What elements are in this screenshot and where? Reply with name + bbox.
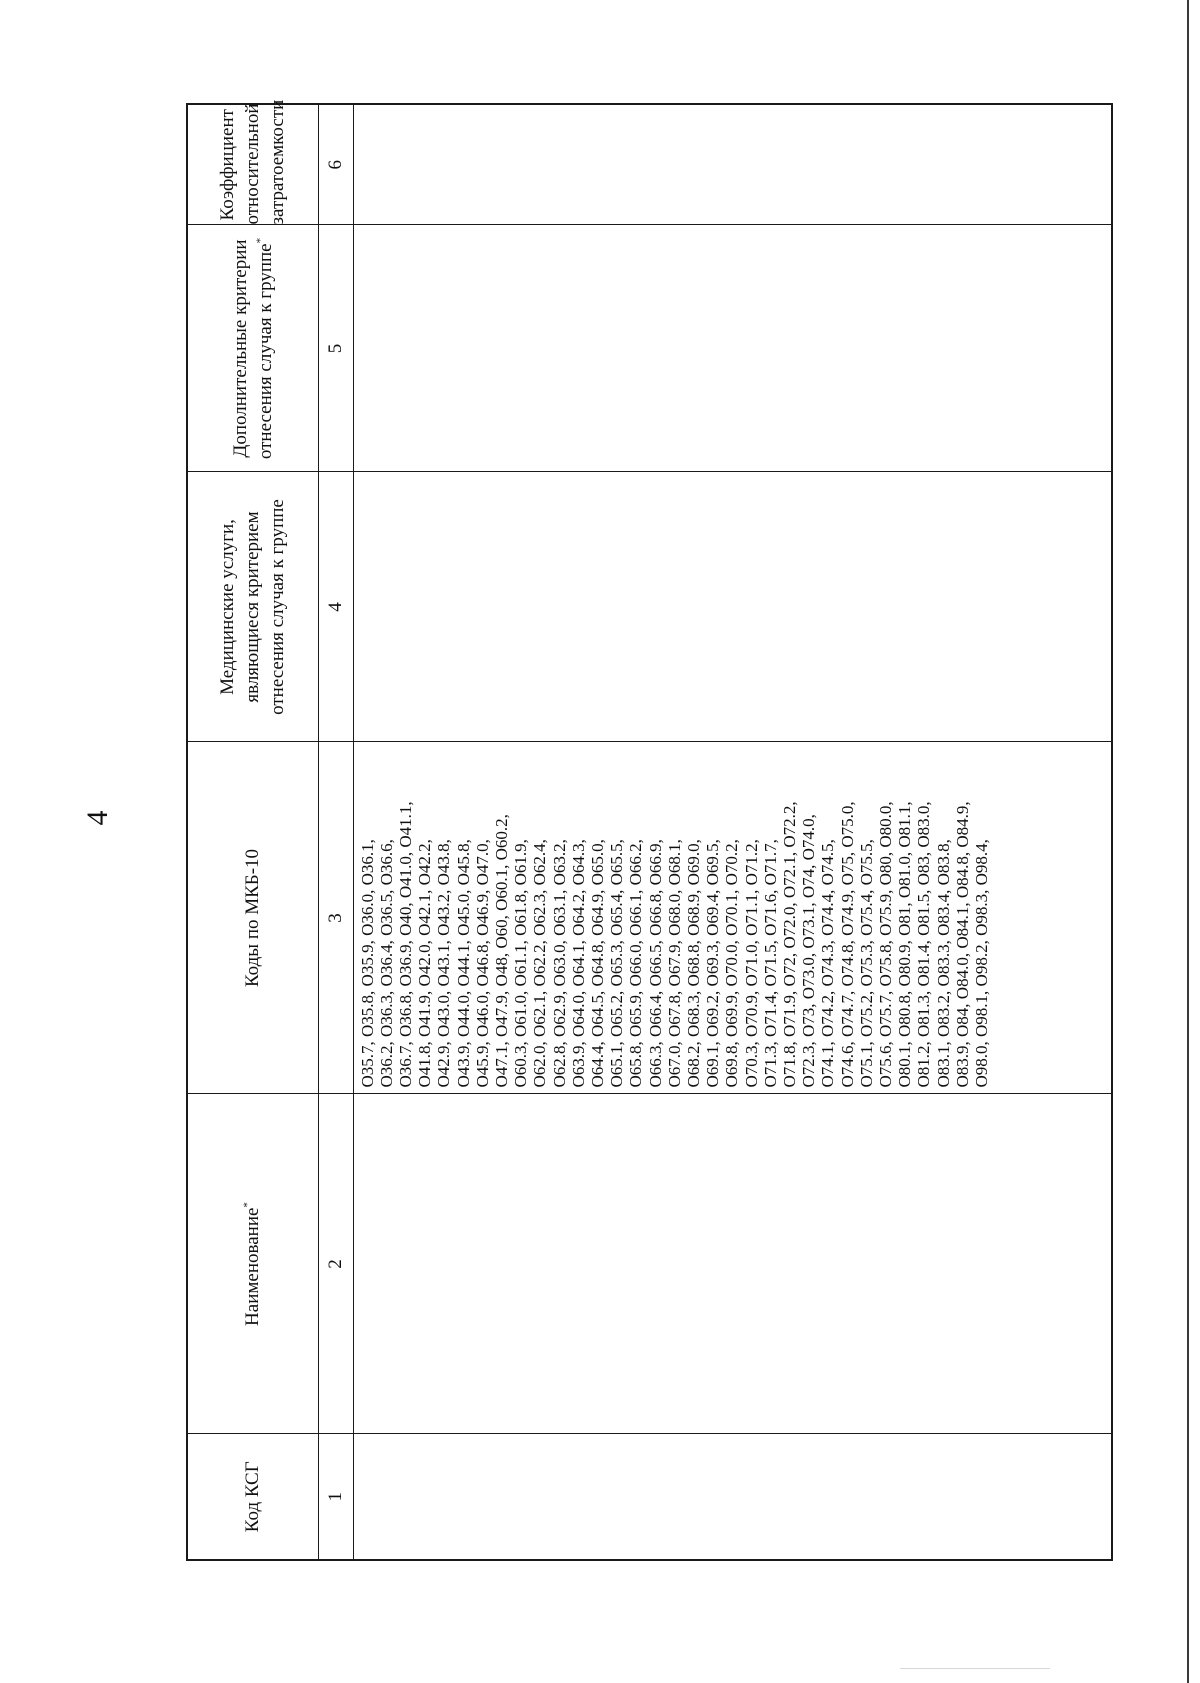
column-number-row [318,105,353,1559]
cell-additional-criteria [353,225,1111,472]
ksg-table-frame [186,99,1113,1561]
icd-codes-line: O81.2, O81.3, O81.4, O81.5, O83, O83.0, [914,801,934,1088]
column-number-3: 3 [318,742,353,1094]
icd-codes-line: O64.4, O64.5, O64.8, O64.9, O65.0, [587,839,607,1088]
cell-medical-services [353,472,1111,742]
icd-codes-line: O36.2, O36.3, O36.4, O36.5, O36.6, [376,839,396,1088]
header-coefficient: Коэффициент относительной затратоемкости [188,105,318,225]
cell-coefficient [353,105,1111,225]
icd-codes-line: O42.9, O43.0, O43.1, O43.2, O43.8, [434,839,454,1088]
column-number-4: 4 [318,472,353,742]
icd-codes-line: O74.6, O74.7, O74.8, O74.9, O75, O75.0, [837,801,857,1088]
icd-codes-line: O71.3, O71.4, O71.5, O71.6, O71.7, [760,839,780,1088]
icd-codes-line: O65.8, O65.9, O66.0, O66.1, O66.2, [626,839,646,1088]
header-name: Наименование* [188,1094,318,1434]
scan-artifact [900,1668,1050,1669]
ksg-table [188,99,1111,1559]
icd-codes-line: O83.9, O84, O84.0, O84.1, O84.8, O84.9, [952,801,972,1088]
footnote-marker: * [254,237,267,244]
column-number-5: 5 [318,225,353,472]
rotated-table-container [188,99,1111,1559]
column-number-6: 6 [318,105,353,225]
icd-codes-line: O70.3, O70.9, O71.0, O71.1, O71.2, [741,839,761,1088]
icd-codes-line: O98.0, O98.1, O98.2, O98.3, O98.4, [972,839,991,1088]
page-number: 4 [81,810,114,826]
icd-codes-line: O67.0, O67.8, O67.9, O68.0, O68.1, [664,839,684,1088]
icd-codes-line: O66.3, O66.4, O66.5, O66.8, O66.9, [645,839,665,1088]
header-icd-codes: Коды по МКБ-10 [188,742,318,1094]
icd-codes-line: O62.0, O62.1, O62.2, O62.3, O62.4, [530,839,550,1088]
icd-codes-line: O65.1, O65.2, O65.3, O65.4, O65.5, [607,839,627,1088]
icd-codes-line: O72.3, O73, O73.0, O73.1, O74, O74.0, [799,814,819,1088]
icd-codes-line: O47.1, O47.9, O48, O60, O60.1, O60.2, [491,814,511,1088]
icd-codes-line: O62.8, O62.9, O63.0, O63.1, O63.2, [549,839,569,1088]
header-medical-services: Медицинские услуги, являющиеся критерием отнесения случая к группе [188,472,318,742]
header-additional-criteria: Дополнительные критерии отнесения случая к группе* [188,225,318,472]
icd-codes-list [358,745,992,1088]
icd-codes-line: O69.8, O69.9, O70.0, O70.1, O70.2, [722,839,742,1088]
icd-codes-line: O69.1, O69.2, O69.3, O69.4, O69.5, [703,839,723,1088]
column-number-2: 2 [318,1094,353,1434]
icd-codes-line: O75.6, O75.7, O75.8, O75.9, O80, O80.0, [875,801,895,1088]
cell-icd-codes [353,742,1111,1094]
icd-codes-line: O63.9, O64.0, O64.1, O64.2, O64.3, [568,839,588,1088]
cell-ksg-code [353,1434,1111,1559]
table-row [353,105,1111,1559]
icd-codes-line: O80.1, O80.8, O80.9, O81, O81.0, O81.1, [895,801,915,1088]
icd-codes-line: O68.2, O68.3, O68.8, O68.9, O69.0, [683,839,703,1088]
icd-codes-line: O71.8, O71.9, O72, O72.0, O72.1, O72.2, [779,801,799,1088]
page-right-edge-line [1187,0,1189,1683]
icd-codes-line: O60.3, O61.0, O61.1, O61.8, O61.9, [511,839,531,1088]
icd-codes-line: O45.9, O46.0, O46.8, O46.9, O47.0, [472,839,492,1088]
icd-codes-line: O43.9, O44.0, O44.1, O45.0, O45.8, [453,839,473,1088]
icd-codes-line: O36.7, O36.8, O36.9, O40, O41.0, O41.1, [395,801,415,1088]
icd-codes-line: O35.7, O35.8, O35.9, O36.0, O36.1, [357,839,377,1088]
icd-codes-line: O75.1, O75.2, O75.3, O75.4, O75.5, [856,839,876,1088]
icd-codes-line: O41.8, O41.9, O42.0, O42.1, O42.2, [415,839,435,1088]
footnote-marker: * [241,1202,254,1208]
column-number-1: 1 [318,1434,353,1559]
icd-codes-line: O74.1, O74.2, O74.3, O74.4, O74.5, [818,839,838,1088]
header-ksg-code: Код КСГ [188,1434,318,1559]
header-row [188,105,318,1559]
icd-codes-line: O83.1, O83.2, O83.3, O83.4, O83.8, [933,839,953,1088]
cell-name [353,1094,1111,1434]
